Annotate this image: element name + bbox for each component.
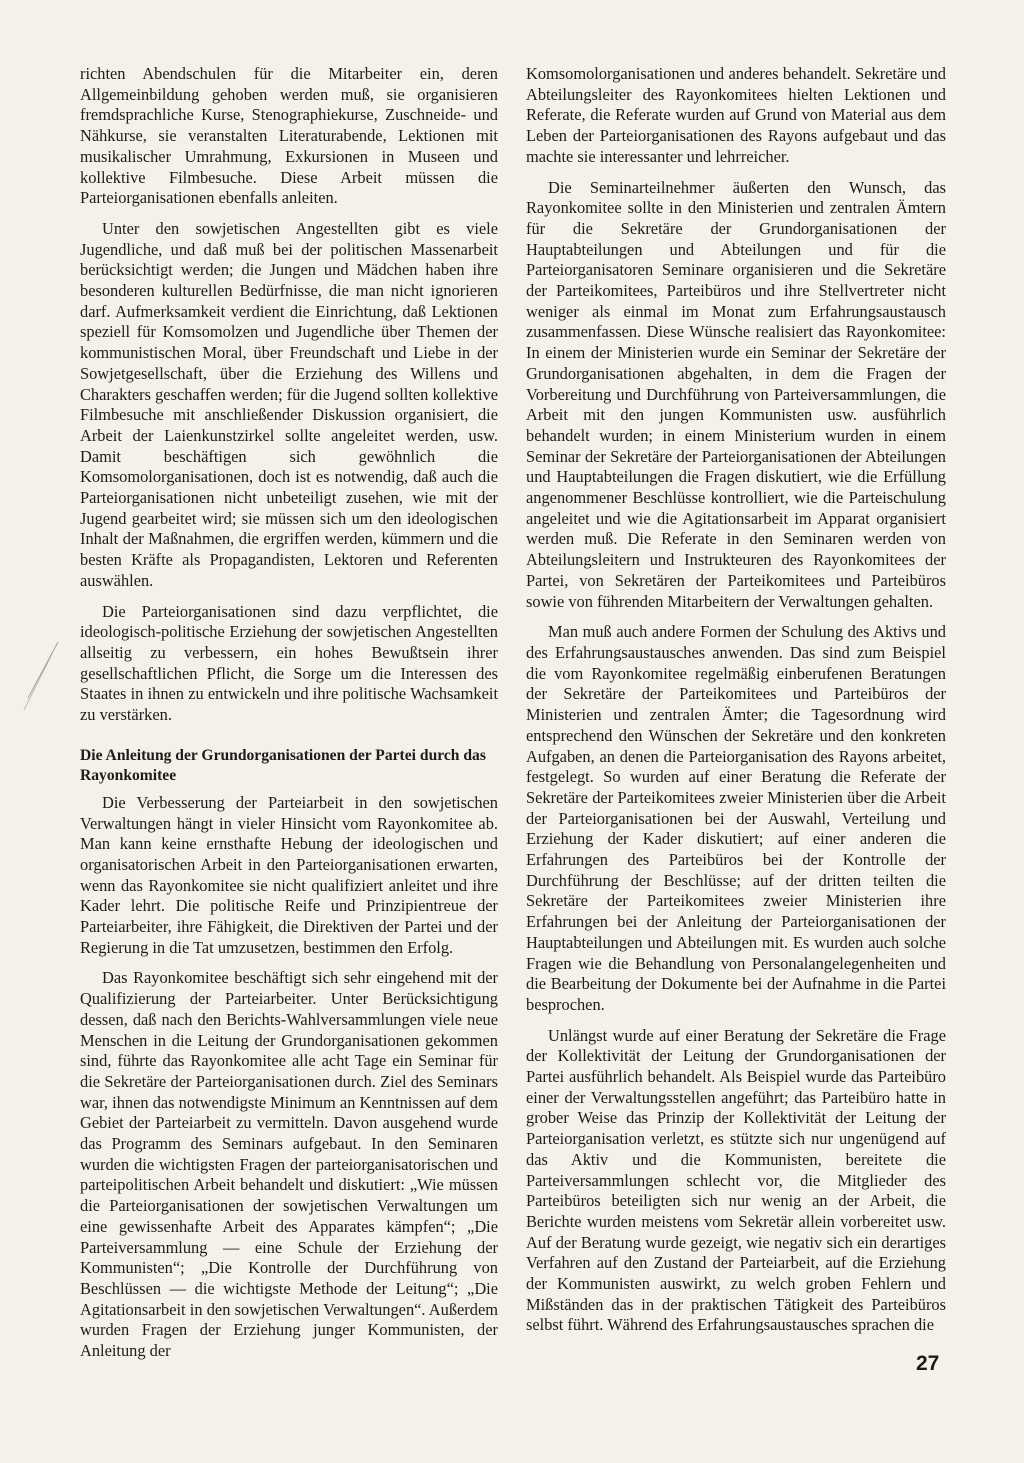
paragraph: Unter den sowjetischen Angestellten gibt es viele Jugendliche, und daß muß bei der politischen Massenarbeit berücksichtigt werden; die Jungen und Mädchen haben ihre besonderen kulturellen Bedürfnisse, die man nicht ignorieren darf. Aufmerksamkeit verdient die Einrichtung, daß Lektionen speziell für Komsomolzen und Jugendliche über Themen der kommunistischen Moral, über Freundschaft und Liebe in der Sowjetgesellschaft, über die Erziehung des Willens und Charakters geschaffen werden; für die Jugend sollten kollektive Filmbesuche mit anschließender Diskussion organisiert, die Arbeit der Laienkunstzirkel sollte angeleitet werden, usw. Damit beschäftigen sich gewöhnlich die Komsomolorganisationen, doch ist es notwendig, daß auch die Parteiorganisationen nicht unbeteiligt zusehen, wie mit der Jugend gearbeitet wird; sie müssen sich um den ideologischen Inhalt der Maßnahmen, die ergriffen werden, kümmern und die besten Kräfte als Propagandisten, Lektoren und Referenten auswählen. [80,218,498,590]
paragraph: Das Rayonkomitee beschäftigt sich sehr eingehend mit der Qualifizierung der Parteiarbeiter. Unter Berücksichtigung dessen, daß nach den Berichts-Wahlversammlungen viele neue Menschen in die Leitung der Grundorganisationen gekommen sind, führte das Rayonkomitee alle acht Tage ein Seminar für die Sekretäre der Parteiorganisationen durch. Ziel des Seminars war, ihnen das notwendigste Minimum an Kenntnissen auf dem Gebiet der Parteiarbeit zu vermitteln. Davon ausgehend wurde das Programm des Seminars aufgebaut. In den Seminaren wurden die wichtigsten Fragen der parteiorganisatorischen und parteipolitischen Arbeit behandelt und diskutiert: „Wie müssen die Parteiorganisationen der sowjetischen Verwaltungen um eine gewissenhafte Arbeit des Apparates kämpfen“; „Die Parteiversammlung — eine Schule der Erziehung der Kommunisten“; „Die Kontrolle der Durchführung von Beschlüssen — die wichtigste Methode der Leitung“; „Die Agitationsarbeit in den sowjetischen Verwaltungen“. Außerdem wurden Fragen der Erziehung junger Kommunisten, der Anleitung der [80,968,498,1361]
section-heading: Die Anleitung der Grundorganisationen der Partei durch das Rayonkomitee [80,746,486,785]
paragraph: richten Abendschulen für die Mitarbeiter ein, deren Allgemeinbildung gehoben werden muß, sie organisieren fremdsprachliche Kurse, Stenographiekurse, Zuschneide- und Nähkurse, sie veranstalten Literaturabende, Lektionen mit musikalischer Umrahmung, Exkursionen in Museen und kollektive Filmbesuche. Diese Arbeit müssen die Parteiorganisationen ebenfalls anleiten. [80,64,498,208]
paragraph: Die Verbesserung der Parteiarbeit in den sowjetischen Verwaltungen hängt in vieler Hinsicht vom Rayonkomitee ab. Man kann keine ernsthafte Hebung der ideologischen und organisatorischen Arbeit in den Parteiorganisationen erwarten, wenn das Rayonkomitee sie nicht qualifiziert anleitet und ihre Kader lehrt. Die politische Reife und Prinzipientreue der Parteiarbeiter, ihre Fähigkeit, die Direktiven der Partei und der Regierung in die Tat umzusetzen, bestimmen den Erfolg. [80,792,498,957]
paragraph: Die Seminarteilnehmer äußerten den Wunsch, das Rayonkomitee sollte in den Ministerien und zentralen Ämtern für die Sekretäre der Grundorganisationen der Hauptabteilungen und Abteilungen und für die Parteiorganisatoren Seminare organisieren und die Sekretäre der Parteikomitees, Parteibüros und ihre Stellvertreter nicht weniger als einmal im Monat zum Erfahrungsaustausch zusammenfassen. Diese Wünsche realisiert das Rayonkomitee: In einem der Ministerien wurde ein Seminar der Sekretäre der Grundorganisationen abgehalten, in dem die Fragen der Vorbereitung und Durchführung von Parteiversammlungen, die Arbeit mit den jungen Kommunisten usw. ausführlich behandelt wurden; in einem Ministerium wurden in einem Seminar der Sekretäre der Parteiorganisationen der Abteilungen und Hauptabteilungen die Fragen diskutiert, wie die Erfüllung angenommener Beschlüsse kontrolliert, wie die Parteischulung angeleitet und wie die Agitationsarbeit im Apparat organisiert werden muß. Die Referate in den Seminaren werden von Abteilungsleitern und Instrukteuren des Rayonkomitees der Partei, von Sekretären der Parteikomitees und Parteibüros sowie von führenden Mitarbeitern der Verwaltungen gehalten. [526,177,946,611]
page-number: 27 [916,1352,940,1375]
margin-pencil-mark [22,640,62,720]
left-column [80,64,498,1372]
right-column [526,64,946,1346]
paragraph: Unlängst wurde auf einer Beratung der Sekretäre die Frage der Kollektivität der Leitung der Grundorganisationen der Partei ausführlich behandelt. Als Beispiel wurde das Parteibüro einer der Verwaltungsstellen angeführt; das Parteibüro hatte in grober Weise das Prinzip der Kollektivität der Leitung der Parteiorganisation verletzt, es stützte sich nur ungenügend auf das Aktiv und die Kommunisten, bereitete die Parteiversammlungen schlecht vor, die Mitglieder des Parteibüros beteiligten sich nur wenig an der Arbeit, die Berichte wurden meistens vom Sekretär allein vorbereitet usw. Auf der Beratung wurde gezeigt, wie negativ sich ein derartiges Verfahren auf den Zustand der Parteiarbeit, auf die Erziehung der Kommunisten auswirkt, zu welch groben Fehlern und Mißständen das in der praktischen Tätigkeit des Parteibüros selbst führt. Während des Erfahrungsaustausches sprachen die [526,1025,946,1335]
paragraph: Die Parteiorganisationen sind dazu verpflichtet, die ideologisch-politische Erziehung der sowjetischen Angestellten allseitig zu verbessern, ein hohes Bewußtsein ihrer gesellschaftlichen Pflicht, die Sorge um die Interessen des Staates in ihnen zu entwickeln und ihre politische Wachsamkeit zu verstärken. [80,601,498,725]
paragraph: Komsomolorganisationen und anderes behandelt. Sekretäre und Abteilungsleiter des Rayonkomitees hielten Lektionen und Referate, die Referate wurden auf Grund von Material aus dem Leben der Parteiorganisationen des Rayons aufgebaut und das machte sie interessanter und lehrreicher. [526,64,946,166]
paragraph: Man muß auch andere Formen der Schulung des Aktivs und des Erfahrungsaustausches anwenden. Das sind zum Beispiel die vom Rayonkomitee regelmäßig einberufenen Beratungen der Sekretäre der Parteikomitees und Parteibüros der Ministerien und zentralen Ämter; die Tagesordnung wird entsprechend den Wünschen der Sekretäre und den konkreten Aufgaben, an denen die Parteiorganisation des Rayons arbeitet, festgelegt. So wurden auf einer Beratung die Referate der Sekretäre der Parteikomitees zweier Ministerien über die Arbeit der Parteiorganisationen bei der Auswahl, Verteilung und Erziehung der Kader diskutiert; auf einer anderen die Erfahrungen des Parteibüros bei der Kontrolle der Durchführung der Beschlüsse; auf der dritten teilten die Sekretäre der Parteikomitees zweier Ministerien ihre Erfahrungen bei der Anleitung der Parteiorganisationen der Hauptabteilungen und Abteilungen mit. Es wurden auch solche Fragen wie die Behandlung von Personalangelegenheiten und die Bearbeitung der Dokumente bei der Aufnahme in die Partei besprochen. [526,622,946,1014]
